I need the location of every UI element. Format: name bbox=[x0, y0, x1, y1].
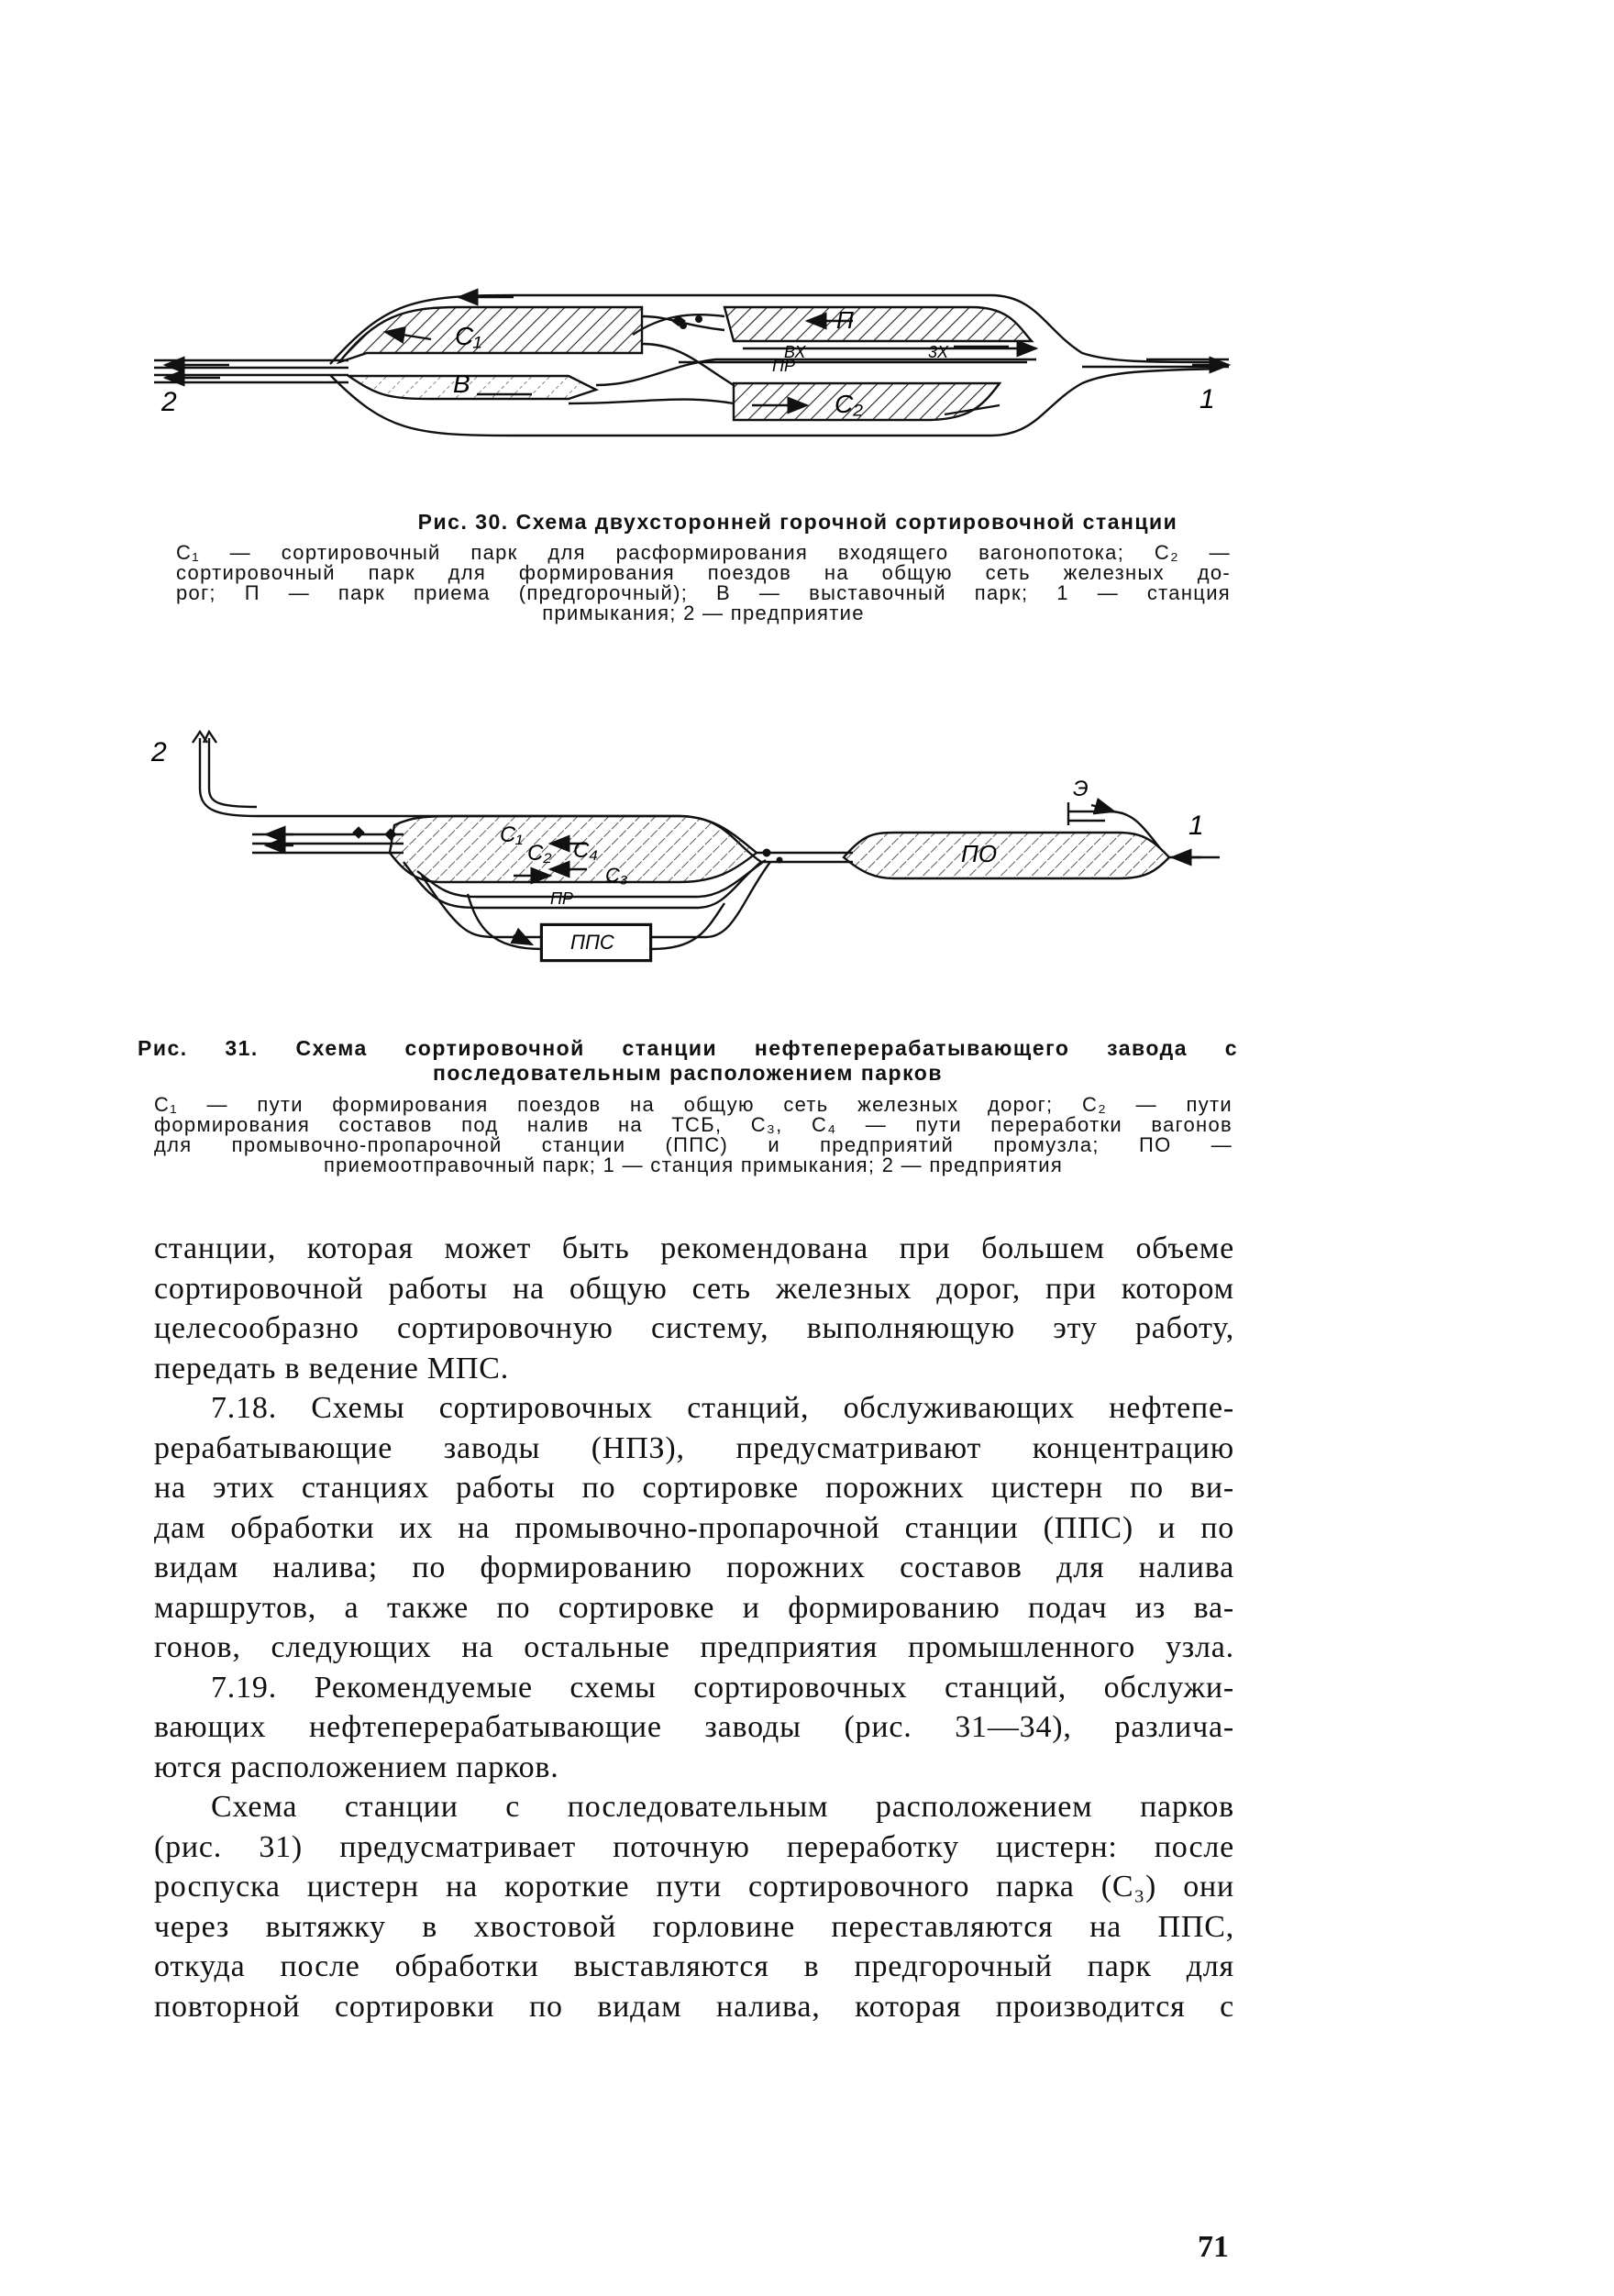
body-line: 7.19. Рекомендуемые схемы сортировочных станций, обслужи- bbox=[211, 1670, 1234, 1705]
body-line: целесообразно сортировочную систему, выполняющую эту работу, bbox=[154, 1311, 1234, 1345]
body-text bbox=[154, 1229, 1234, 2026]
fig31-label-1: 1 bbox=[1188, 811, 1204, 841]
fig31-legend-line: формирования составов под налив на ТСБ, C₃, C₄ — пути переработки вагонов bbox=[154, 1113, 1233, 1136]
fig30-label-pr: ПР bbox=[772, 357, 796, 375]
fig30-label-p: П bbox=[836, 306, 854, 334]
fig30-label-1: 1 bbox=[1199, 384, 1215, 414]
figure-31-legend bbox=[154, 1095, 1233, 1176]
fig31-legend-line: для промывочно-пропарочной станции (ППС) и предприятий промузла; ПО — bbox=[154, 1133, 1233, 1156]
fig31-label-2: 2 bbox=[151, 737, 167, 767]
fig30-label-c2: C₂ bbox=[835, 390, 863, 418]
figure-30-legend bbox=[176, 543, 1231, 624]
body-line: вающих нефтеперерабатывающие заводы (рис. 31—34), различа- bbox=[154, 1710, 1234, 1744]
pps-box-border bbox=[541, 924, 651, 961]
body-line: дам обработки их на промывочно-пропарочной станции (ППС) и по bbox=[154, 1510, 1234, 1545]
body-line: через вытяжку в хвостовой горловине переставляются на ППС, bbox=[154, 1909, 1234, 1944]
figure-31-caption bbox=[138, 1036, 1238, 1086]
body-line: рерабатывающие заводы (НПЗ), предусматривают концентрацию bbox=[154, 1430, 1234, 1465]
body-line: маршрутов, а также по сортировке и формированию подач из ва- bbox=[154, 1590, 1234, 1625]
fig31-label-c3: C₃ bbox=[605, 864, 628, 887]
fig30-legend-line: рог; П — парк приема (предгорочный); В — выставочный парк; 1 — станция bbox=[176, 581, 1231, 604]
figure-30-diagram bbox=[0, 0, 1614, 477]
fig30-label-2: 2 bbox=[161, 387, 177, 417]
fig31-legend-line: приемоотправочный парк; 1 — станция примыкания; 2 — предприятия bbox=[323, 1154, 1064, 1176]
body-line: (рис. 31) предусматривает поточную переработку цистерн: после bbox=[154, 1829, 1234, 1864]
body-line: на этих станциях работы по сортировке порожних цистерн по ви- bbox=[154, 1471, 1234, 1505]
fig31-title-line1: Рис. 31. Схема сортировочной станции нефтеперерабатывающего завода с bbox=[138, 1036, 1238, 1060]
body-line: гонов, следующих на остальные предприятия промышленного узла. bbox=[154, 1630, 1234, 1664]
body-line: передать в ведение МПС. bbox=[154, 1351, 510, 1385]
body-line: видам налива; по формированию порожних составов для налива bbox=[154, 1551, 1234, 1584]
body-line: роспуска цистерн на короткие пути сортировочного парка (C₃) они bbox=[154, 1870, 1234, 1904]
fig30-legend-line: сортировочный парк для формирования поездов на общую сеть железных до- bbox=[176, 561, 1231, 584]
fig30-label-3x: 3X bbox=[928, 343, 949, 361]
fig31-label-e: Э bbox=[1073, 777, 1089, 801]
body-line: станции, которая может быть рекомендована при большем объеме bbox=[154, 1231, 1234, 1265]
fig31-label-pps: ППС bbox=[570, 931, 614, 954]
fig31-legend-line: C₁ — пути формирования поездов на общую сеть железных дорог; C₂ — пути bbox=[154, 1093, 1233, 1116]
fig30-label-vx: ВХ bbox=[784, 343, 806, 361]
body-line: ются расположением парков. bbox=[154, 1750, 559, 1784]
fig30-label-b: B bbox=[453, 370, 470, 398]
body-line: Схема станции с последовательным расположением парков bbox=[211, 1790, 1234, 1824]
fig31-label-pr: ПР bbox=[550, 889, 574, 908]
figure-31-diagram bbox=[0, 724, 1614, 999]
fig30-legend-line: C₁ — сортировочный парк для расформирования входящего вагонопотока; C₂ — bbox=[176, 541, 1231, 564]
fig31-title-line2: последовательным расположением парков bbox=[433, 1061, 943, 1085]
body-line: 7.18. Схемы сортировочных станций, обслуживающих нефтепе- bbox=[211, 1391, 1234, 1425]
fig31-label-c1: C₁ bbox=[500, 822, 523, 847]
body-line: откуда после обработки выставляются в предгорочный парк для bbox=[154, 1949, 1234, 1983]
body-line: повторной сортировки по видам налива, которая производится с bbox=[154, 1989, 1234, 2024]
body-line: сортировочной работы на общую сеть железных дорог, при котором bbox=[154, 1271, 1234, 1306]
fig30-label-c1: C₁ bbox=[455, 322, 482, 350]
fig31-label-c4: C₄ bbox=[573, 838, 598, 863]
fig31-label-c2: C₂ bbox=[527, 841, 552, 866]
page-number: 71 bbox=[1198, 2230, 1229, 2264]
fig30-legend-line: примыкания; 2 — предприятие bbox=[542, 602, 865, 624]
fig31-label-po: ПО bbox=[961, 840, 998, 867]
figure-30-caption: Рис. 30. Схема двухсторонней горочной сортировочной станции bbox=[417, 510, 1178, 534]
